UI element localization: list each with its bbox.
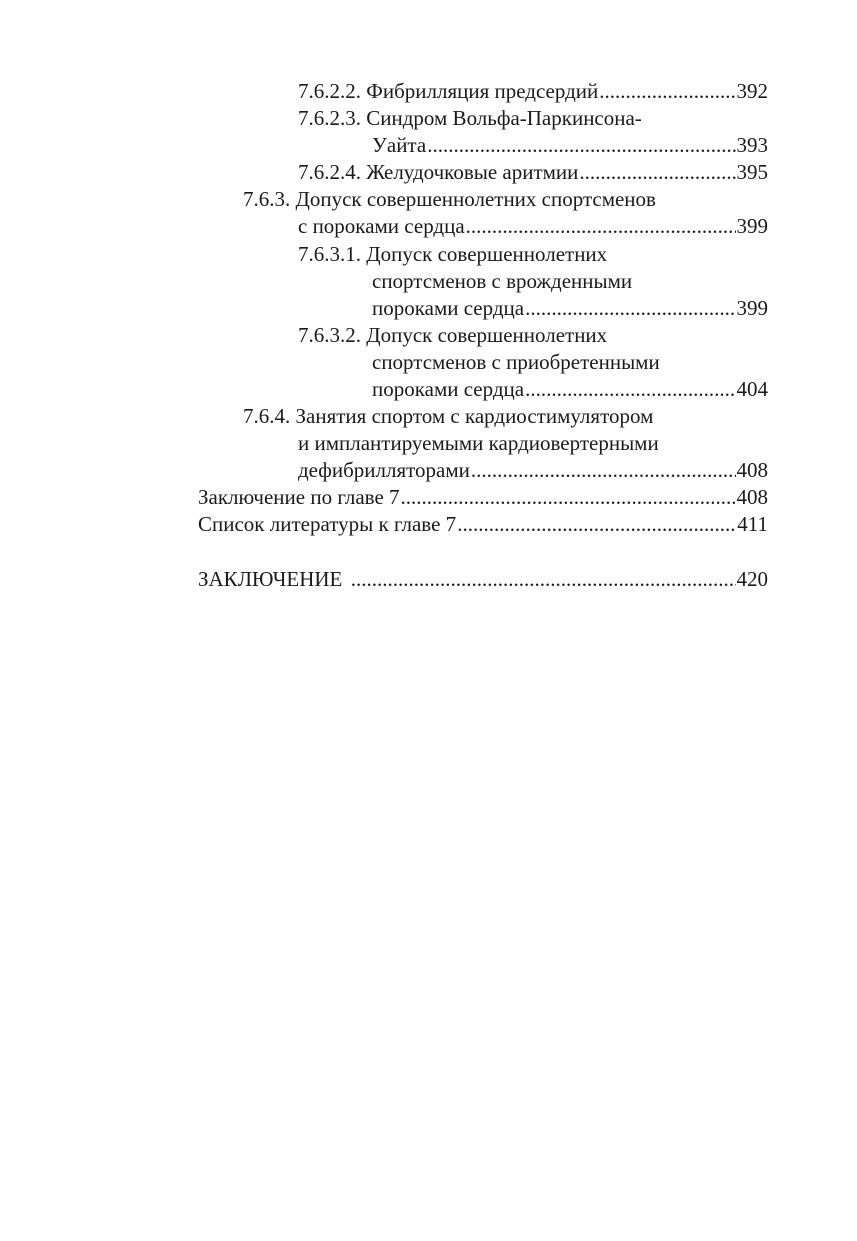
toc-entry-page: 393 — [736, 133, 768, 157]
toc-entry-conclusion[interactable] — [198, 565, 768, 593]
toc-entry-page: 411 — [737, 512, 768, 536]
toc-entry-title: Занятия спортом с кардиостимулятором — [295, 404, 654, 428]
dot-leader — [457, 510, 736, 538]
toc-entry-title-continued: с пороками сердца — [298, 214, 465, 238]
toc-entry-7-6-3-1-line2[interactable] — [372, 267, 632, 295]
toc-entry-title: Фибрилляция предсердий — [366, 79, 599, 103]
toc-entry-page: 395 — [736, 160, 768, 184]
toc-entry-title-continued: Уайта — [372, 133, 427, 157]
toc-entry-page: 408 — [736, 458, 768, 482]
toc-entry-title: Допуск совершеннолетних — [366, 323, 608, 347]
toc-entry-7-6-3-2-line3[interactable] — [372, 375, 768, 403]
toc-entry-number: 7.6.3.1. — [298, 242, 361, 266]
dot-leader — [525, 375, 735, 403]
toc-entry-7-6-3-1-line1[interactable] — [298, 240, 607, 268]
dot-leader — [471, 456, 736, 484]
toc-entry-7-6-4-line2[interactable] — [298, 429, 659, 457]
dot-leader — [427, 131, 735, 159]
toc-entry-conclusion-chapter-7[interactable] — [198, 483, 768, 511]
toc-entry-title-continued: пороками сердца — [372, 296, 525, 320]
toc-entry-page: 420 — [736, 567, 768, 591]
toc-entry-7-6-3-line2[interactable] — [298, 212, 768, 240]
toc-entry-number: 7.6.4. — [243, 404, 291, 428]
dot-leader — [351, 565, 736, 593]
toc-entry-number: 7.6.3.2. — [298, 323, 361, 347]
dot-leader — [466, 212, 736, 240]
toc-entry-7-6-4-line3[interactable] — [298, 456, 768, 484]
toc-entry-title: Допуск совершеннолетних спортсменов — [295, 187, 656, 211]
dot-leader — [579, 158, 735, 186]
toc-entry-7-6-3-line1[interactable] — [243, 185, 656, 213]
toc-entry-7-6-3-2-line1[interactable] — [298, 321, 607, 349]
toc-entry-page: 399 — [736, 214, 768, 238]
toc-entry-7-6-2-4[interactable] — [298, 158, 768, 186]
toc-entry-7-6-3-1-line3[interactable] — [372, 294, 768, 322]
toc-entry-7-6-2-3-line2[interactable] — [372, 131, 768, 159]
toc-entry-title: Список литературы к главе 7 — [198, 512, 457, 536]
toc-entry-title: Заключение по главе 7 — [198, 485, 400, 509]
toc-entry-references-chapter-7[interactable] — [198, 510, 768, 538]
toc-entry-title: Желудочковые аритмии — [366, 160, 579, 184]
toc-entry-title-continued: спортсменов с приобретенными — [372, 350, 660, 374]
toc-entry-number: 7.6.2.3. — [298, 106, 361, 130]
toc-entry-title: Допуск совершеннолетних — [366, 242, 608, 266]
toc-entry-page: 408 — [736, 485, 768, 509]
toc-entry-number: 7.6.2.4. — [298, 160, 361, 184]
toc-entry-page: 404 — [736, 377, 768, 401]
toc-entry-number: 7.6.3. — [243, 187, 291, 211]
toc-entry-7-6-2-2[interactable] — [298, 77, 768, 105]
dot-leader — [525, 294, 735, 322]
toc-entry-title: Синдром Вольфа-Паркинсона- — [366, 106, 642, 130]
toc-entry-7-6-3-2-line2[interactable] — [372, 348, 660, 376]
toc-entry-title: ЗАКЛЮЧЕНИЕ — [198, 567, 343, 591]
dot-leader — [599, 77, 735, 105]
dot-leader — [401, 483, 736, 511]
toc-entry-7-6-4-line1[interactable] — [243, 402, 653, 430]
toc-entry-page: 399 — [736, 296, 768, 320]
toc-entry-title-continued: спортсменов с врожденными — [372, 269, 633, 293]
toc-entry-title-continued: и имплантируемыми кардиовертерными — [298, 431, 659, 455]
toc-entry-7-6-2-3-line1[interactable] — [298, 104, 642, 132]
toc-entry-page: 392 — [736, 79, 768, 103]
toc-entry-title-continued: пороками сердца — [372, 377, 525, 401]
toc-entry-number: 7.6.2.2. — [298, 79, 361, 103]
toc-entry-title-continued: дефибрилляторами — [298, 458, 470, 482]
